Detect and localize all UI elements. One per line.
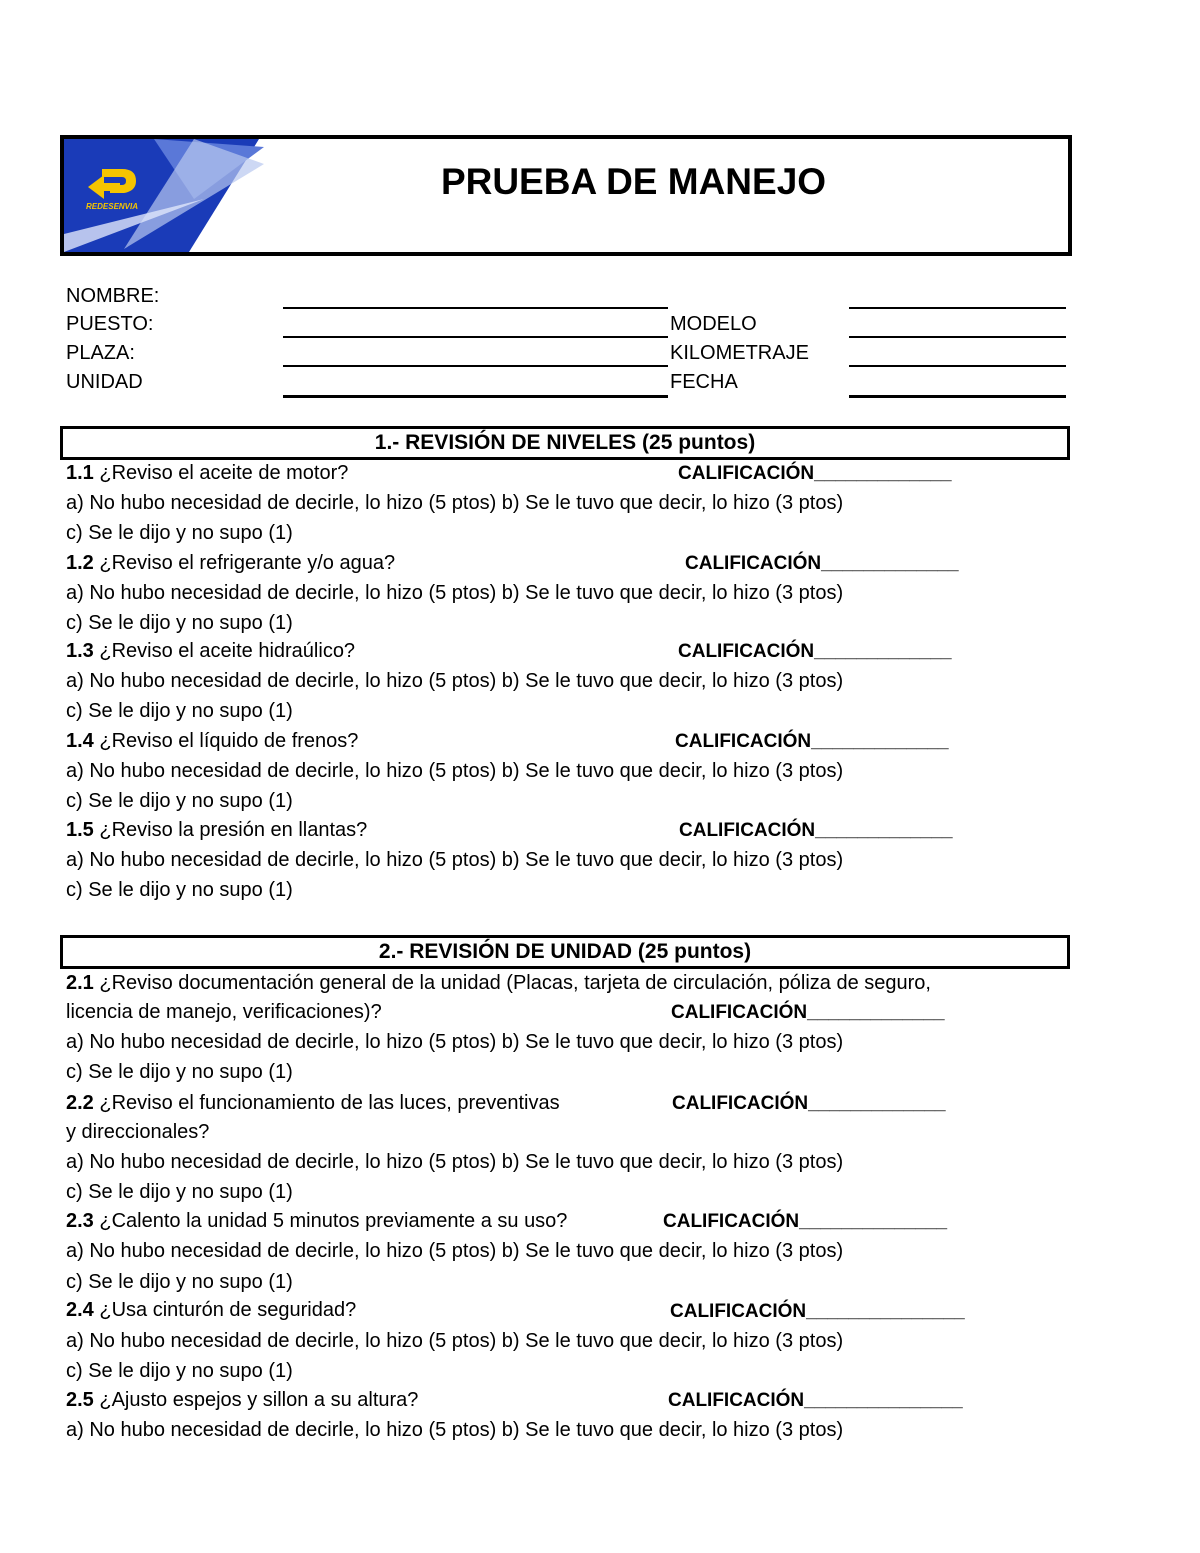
option-c-1-1: c) Se le dijo y no supo (1) (66, 522, 293, 544)
calificacion-1-3[interactable]: CALIFICACIÓN_____________ (678, 641, 952, 662)
calificacion-1-1[interactable]: CALIFICACIÓN_____________ (678, 463, 952, 484)
label-fecha: FECHA (670, 371, 738, 393)
options-ab-1-2: a) No hubo necesidad de decirle, lo hizo (5 ptos) b) Se le tuvo que decir, lo hizo (3 ptos) (66, 582, 844, 604)
options-ab-1-4: a) No hubo necesidad de decirle, lo hizo (5 ptos) b) Se le tuvo que decir, lo hizo (3 ptos) (66, 760, 844, 782)
kilometraje-field[interactable] (849, 365, 1066, 367)
option-c-2-4: c) Se le dijo y no supo (1) (66, 1360, 293, 1382)
question-2-5: 2.5 ¿Ajusto espejos y sillon a su altura? (66, 1389, 419, 1411)
nombre-field[interactable] (283, 307, 668, 309)
option-c-2-1: c) Se le dijo y no supo (1) (66, 1061, 293, 1083)
plaza-field[interactable] (283, 365, 668, 367)
label-unidad: UNIDAD (66, 371, 143, 393)
page-title: PRUEBA DE MANEJO (440, 161, 827, 202)
question-2-2-cont: y direccionales? (66, 1121, 210, 1143)
calificacion-2-2[interactable]: CALIFICACIÓN_____________ (672, 1093, 946, 1114)
options-ab-1-3: a) No hubo necesidad de decirle, lo hizo (5 ptos) b) Se le tuvo que decir, lo hizo (3 ptos) (66, 670, 844, 692)
options-ab-2-3: a) No hubo necesidad de decirle, lo hizo (5 ptos) b) Se le tuvo que decir, lo hizo (3 ptos) (66, 1240, 844, 1262)
options-ab-2-5: a) No hubo necesidad de decirle, lo hizo (5 ptos) b) Se le tuvo que decir, lo hizo (3 ptos) (66, 1419, 844, 1441)
header-box (60, 135, 1072, 256)
question-2-3: 2.3 ¿Calento la unidad 5 minutos previamente a su uso? (66, 1210, 568, 1232)
question-2-1-cont: licencia de manejo, verificaciones)? (66, 1001, 382, 1023)
options-ab-1-1: a) No hubo necesidad de decirle, lo hizo (5 ptos) b) Se le tuvo que decir, lo hizo (3 ptos) (66, 492, 844, 514)
puesto-field[interactable] (283, 336, 668, 338)
extra-field[interactable] (849, 307, 1066, 309)
calificacion-1-4[interactable]: CALIFICACIÓN_____________ (675, 731, 949, 752)
calificacion-2-1[interactable]: CALIFICACIÓN_____________ (671, 1002, 945, 1023)
label-puesto: PUESTO: (66, 313, 154, 335)
question-1-4: 1.4 ¿Reviso el líquido de frenos? (66, 730, 359, 752)
option-c-1-3: c) Se le dijo y no supo (1) (66, 700, 293, 722)
question-1-1: 1.1 ¿Reviso el aceite de motor? (66, 462, 349, 484)
modelo-field[interactable] (849, 336, 1066, 338)
option-c-1-2: c) Se le dijo y no supo (1) (66, 612, 293, 634)
logo-text: REDESENVIA (86, 202, 139, 211)
calificacion-1-2[interactable]: CALIFICACIÓN_____________ (685, 553, 959, 574)
unidad-field[interactable] (283, 395, 668, 398)
fecha-field[interactable] (849, 395, 1066, 398)
options-ab-2-4: a) No hubo necesidad de decirle, lo hizo (5 ptos) b) Se le tuvo que decir, lo hizo (3 ptos) (66, 1330, 844, 1352)
label-modelo: MODELO (670, 313, 757, 335)
question-1-5: 1.5 ¿Reviso la presión en llantas? (66, 819, 368, 841)
label-plaza: PLAZA: (66, 342, 135, 364)
question-1-3: 1.3 ¿Reviso el aceite hidraúlico? (66, 640, 356, 662)
option-c-2-2: c) Se le dijo y no supo (1) (66, 1181, 293, 1203)
question-2-1: 2.1 ¿Reviso documentación general de la unidad (Placas, tarjeta de circulación, póliza de seguro, (66, 972, 931, 994)
label-kilometraje: KILOMETRAJE (670, 342, 809, 364)
label-nombre: NOMBRE: (66, 285, 160, 307)
question-2-2: 2.2 ¿Reviso el funcionamiento de las luces, preventivas (66, 1092, 560, 1114)
option-c-1-4: c) Se le dijo y no supo (1) (66, 790, 293, 812)
question-2-4: 2.4 ¿Usa cinturón de seguridad? (66, 1299, 357, 1321)
options-ab-1-5: a) No hubo necesidad de decirle, lo hizo (5 ptos) b) Se le tuvo que decir, lo hizo (3 ptos) (66, 849, 844, 871)
options-ab-2-2: a) No hubo necesidad de decirle, lo hizo (5 ptos) b) Se le tuvo que decir, lo hizo (3 ptos) (66, 1151, 844, 1173)
options-ab-2-1: a) No hubo necesidad de decirle, lo hizo (5 ptos) b) Se le tuvo que decir, lo hizo (3 ptos) (66, 1031, 844, 1053)
option-c-1-5: c) Se le dijo y no supo (1) (66, 879, 293, 901)
question-1-2: 1.2 ¿Reviso el refrigerante y/o agua? (66, 552, 396, 574)
section-1-header: 1.- REVISIÓN DE NIVELES (25 puntos) (60, 426, 1070, 460)
option-c-2-3: c) Se le dijo y no supo (1) (66, 1271, 293, 1293)
calificacion-1-5[interactable]: CALIFICACIÓN_____________ (679, 820, 953, 841)
calificacion-2-3[interactable]: CALIFICACIÓN______________ (663, 1211, 948, 1232)
calificacion-2-4[interactable]: CALIFICACIÓN_______________ (670, 1301, 965, 1322)
calificacion-2-5[interactable]: CALIFICACIÓN_______________ (668, 1390, 963, 1411)
section-2-header: 2.- REVISIÓN DE UNIDAD (25 puntos) (60, 935, 1070, 969)
